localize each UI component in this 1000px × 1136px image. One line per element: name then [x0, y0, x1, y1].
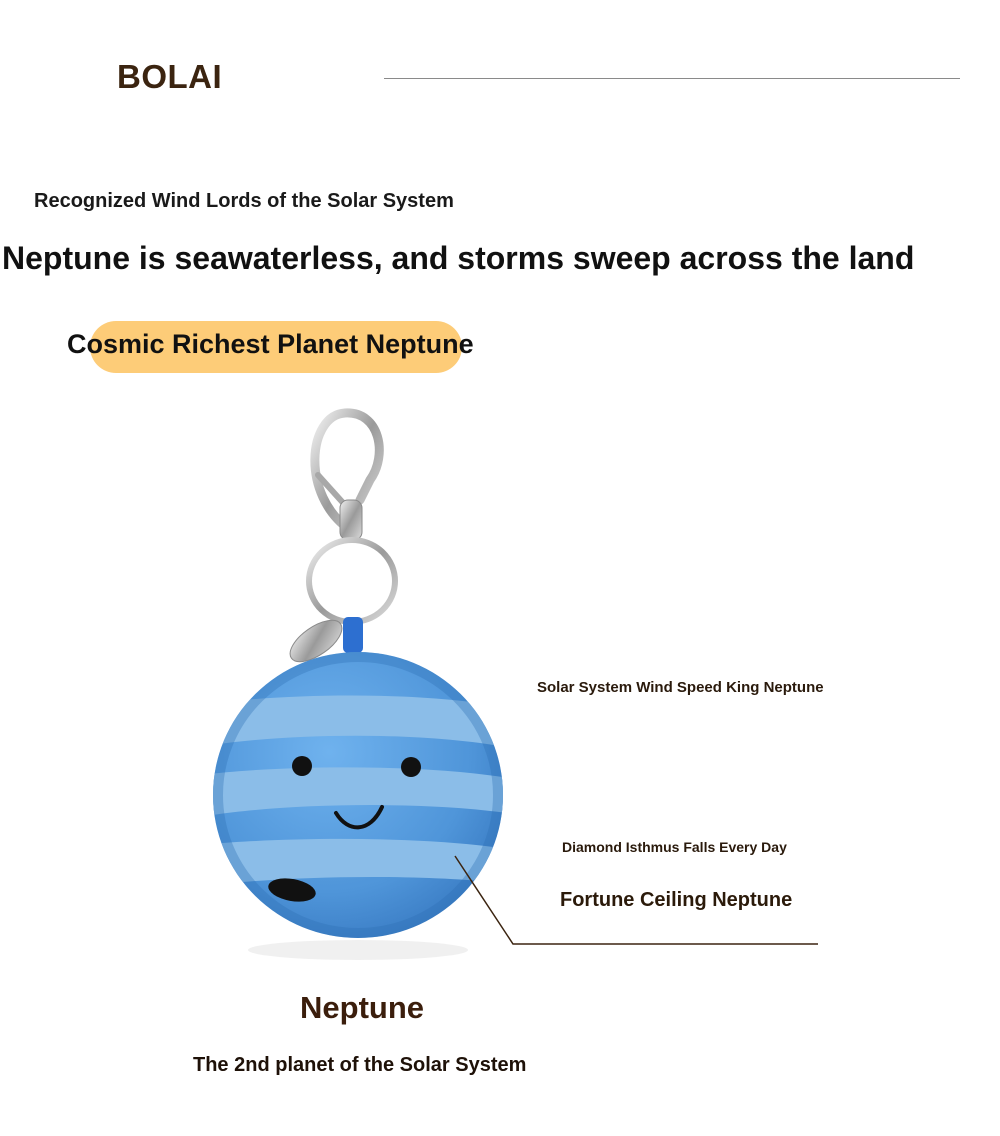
product-name: Neptune — [300, 990, 424, 1025]
left-eye-icon — [292, 756, 312, 776]
callout-diamond: Diamond Isthmus Falls Every Day — [562, 839, 787, 855]
highlight-text: Cosmic Richest Planet Neptune — [67, 329, 474, 359]
product-caption: The 2nd planet of the Solar System — [193, 1054, 527, 1076]
header-divider — [384, 78, 960, 79]
keychain-ring — [309, 540, 395, 622]
callout-wind-speed: Solar System Wind Speed King Neptune — [537, 679, 824, 696]
page-headline: Neptune is seawaterless, and storms sweep across the land — [2, 240, 915, 276]
callout-fortune: Fortune Ceiling Neptune — [560, 889, 793, 911]
right-eye-icon — [401, 757, 421, 777]
page-subtitle: Recognized Wind Lords of the Solar System — [34, 190, 454, 212]
brand-logo: BOLAI — [117, 58, 223, 95]
